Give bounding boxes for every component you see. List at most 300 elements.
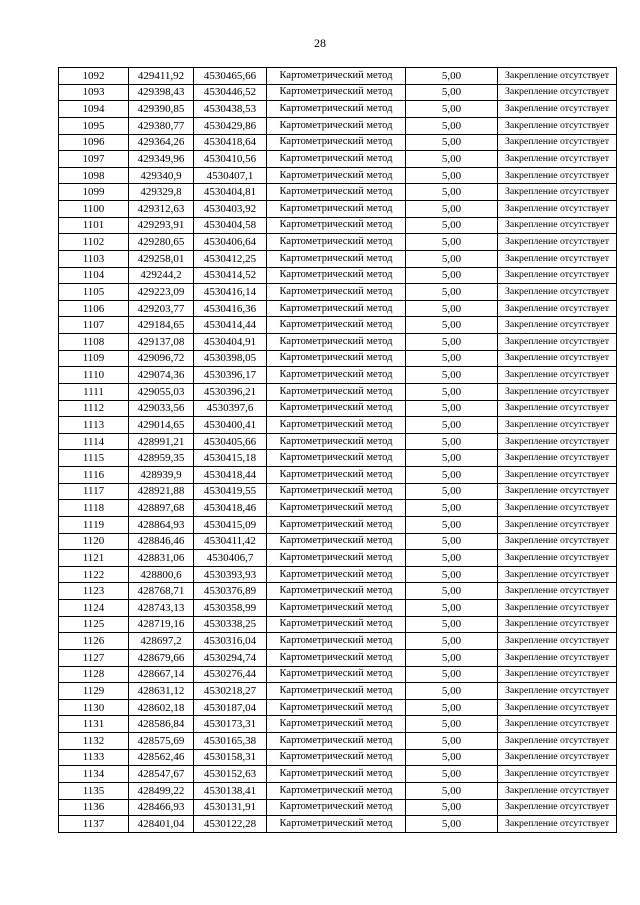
x-coordinate-cell: 429137,08: [129, 334, 194, 351]
fixation-cell: Закрепление отсутствует: [498, 417, 617, 434]
table-row: [59, 633, 617, 650]
y-coordinate-cell: 4530218,27: [194, 683, 267, 700]
x-coordinate-cell: 429312,63: [129, 201, 194, 218]
accuracy-cell: 5,00: [406, 450, 498, 467]
table-row: [59, 317, 617, 334]
fixation-cell: Закрепление отсутствует: [498, 699, 617, 716]
accuracy-cell: 5,00: [406, 250, 498, 267]
method-cell: Картометрический метод: [267, 433, 406, 450]
point-number-cell: 1115: [59, 450, 129, 467]
accuracy-cell: 5,00: [406, 201, 498, 218]
y-coordinate-cell: 4530397,6: [194, 400, 267, 417]
fixation-cell: Закрепление отсутствует: [498, 649, 617, 666]
accuracy-cell: 5,00: [406, 683, 498, 700]
y-coordinate-cell: 4530407,1: [194, 167, 267, 184]
table-row: [59, 250, 617, 267]
method-cell: Картометрический метод: [267, 234, 406, 251]
x-coordinate-cell: 429203,77: [129, 300, 194, 317]
y-coordinate-cell: 4530415,18: [194, 450, 267, 467]
accuracy-cell: 5,00: [406, 167, 498, 184]
x-coordinate-cell: 428499,22: [129, 782, 194, 799]
method-cell: Картометрический метод: [267, 683, 406, 700]
fixation-cell: Закрепление отсутствует: [498, 184, 617, 201]
y-coordinate-cell: 4530416,14: [194, 284, 267, 301]
method-cell: Картометрический метод: [267, 749, 406, 766]
accuracy-cell: 5,00: [406, 117, 498, 134]
point-number-cell: 1125: [59, 616, 129, 633]
accuracy-cell: 5,00: [406, 766, 498, 783]
point-number-cell: 1131: [59, 716, 129, 733]
method-cell: Картометрический метод: [267, 633, 406, 650]
point-number-cell: 1102: [59, 234, 129, 251]
fixation-cell: Закрепление отсутствует: [498, 749, 617, 766]
method-cell: Картометрический метод: [267, 766, 406, 783]
method-cell: Картометрический метод: [267, 799, 406, 816]
accuracy-cell: 5,00: [406, 699, 498, 716]
accuracy-cell: 5,00: [406, 799, 498, 816]
accuracy-cell: 5,00: [406, 267, 498, 284]
point-number-cell: 1118: [59, 500, 129, 517]
y-coordinate-cell: 4530405,66: [194, 433, 267, 450]
method-cell: Картометрический метод: [267, 267, 406, 284]
table-row: [59, 733, 617, 750]
point-number-cell: 1122: [59, 566, 129, 583]
y-coordinate-cell: 4530411,42: [194, 533, 267, 550]
point-number-cell: 1135: [59, 782, 129, 799]
y-coordinate-cell: 4530393,93: [194, 566, 267, 583]
method-cell: Картометрический метод: [267, 367, 406, 384]
y-coordinate-cell: 4530414,52: [194, 267, 267, 284]
point-number-cell: 1098: [59, 167, 129, 184]
y-coordinate-cell: 4530173,31: [194, 716, 267, 733]
point-number-cell: 1116: [59, 467, 129, 484]
point-number-cell: 1126: [59, 633, 129, 650]
accuracy-cell: 5,00: [406, 184, 498, 201]
point-number-cell: 1111: [59, 383, 129, 400]
fixation-cell: Закрепление отсутствует: [498, 383, 617, 400]
y-coordinate-cell: 4530294,74: [194, 649, 267, 666]
accuracy-cell: 5,00: [406, 417, 498, 434]
accuracy-cell: 5,00: [406, 816, 498, 833]
accuracy-cell: 5,00: [406, 334, 498, 351]
table-row: [59, 516, 617, 533]
accuracy-cell: 5,00: [406, 284, 498, 301]
method-cell: Картометрический метод: [267, 334, 406, 351]
y-coordinate-cell: 4530396,17: [194, 367, 267, 384]
x-coordinate-cell: 428631,12: [129, 683, 194, 700]
y-coordinate-cell: 4530415,09: [194, 516, 267, 533]
method-cell: Картометрический метод: [267, 284, 406, 301]
y-coordinate-cell: 4530418,44: [194, 467, 267, 484]
x-coordinate-cell: 429223,09: [129, 284, 194, 301]
y-coordinate-cell: 4530131,91: [194, 799, 267, 816]
accuracy-cell: 5,00: [406, 516, 498, 533]
method-cell: Картометрический метод: [267, 782, 406, 799]
y-coordinate-cell: 4530416,36: [194, 300, 267, 317]
table-row: [59, 101, 617, 118]
fixation-cell: Закрепление отсутствует: [498, 766, 617, 783]
y-coordinate-cell: 4530406,64: [194, 234, 267, 251]
table-row: [59, 234, 617, 251]
point-number-cell: 1099: [59, 184, 129, 201]
method-cell: Картометрический метод: [267, 649, 406, 666]
x-coordinate-cell: 428831,06: [129, 550, 194, 567]
fixation-cell: Закрепление отсутствует: [498, 566, 617, 583]
method-cell: Картометрический метод: [267, 300, 406, 317]
y-coordinate-cell: 4530438,53: [194, 101, 267, 118]
point-number-cell: 1107: [59, 317, 129, 334]
fixation-cell: Закрепление отсутствует: [498, 616, 617, 633]
point-number-cell: 1121: [59, 550, 129, 567]
fixation-cell: Закрепление отсутствует: [498, 250, 617, 267]
x-coordinate-cell: 429390,85: [129, 101, 194, 118]
accuracy-cell: 5,00: [406, 217, 498, 234]
x-coordinate-cell: 428575,69: [129, 733, 194, 750]
accuracy-cell: 5,00: [406, 749, 498, 766]
fixation-cell: Закрепление отсутствует: [498, 583, 617, 600]
x-coordinate-cell: 429280,65: [129, 234, 194, 251]
x-coordinate-cell: 428667,14: [129, 666, 194, 683]
method-cell: Картометрический метод: [267, 383, 406, 400]
x-coordinate-cell: 428939,9: [129, 467, 194, 484]
table-row: [59, 583, 617, 600]
table-row: [59, 217, 617, 234]
accuracy-cell: 5,00: [406, 84, 498, 101]
fixation-cell: Закрепление отсутствует: [498, 633, 617, 650]
x-coordinate-cell: 429184,65: [129, 317, 194, 334]
fixation-cell: Закрепление отсутствует: [498, 733, 617, 750]
x-coordinate-cell: 428991,21: [129, 433, 194, 450]
method-cell: Картометрический метод: [267, 583, 406, 600]
y-coordinate-cell: 4530122,28: [194, 816, 267, 833]
table-row: [59, 367, 617, 384]
y-coordinate-cell: 4530158,31: [194, 749, 267, 766]
accuracy-cell: 5,00: [406, 716, 498, 733]
table-row: [59, 533, 617, 550]
table-row: [59, 816, 617, 833]
method-cell: Картометрический метод: [267, 450, 406, 467]
table-row: [59, 334, 617, 351]
table-row: [59, 716, 617, 733]
point-number-cell: 1134: [59, 766, 129, 783]
x-coordinate-cell: 428846,46: [129, 533, 194, 550]
x-coordinate-cell: 428466,93: [129, 799, 194, 816]
accuracy-cell: 5,00: [406, 350, 498, 367]
x-coordinate-cell: 429096,72: [129, 350, 194, 367]
y-coordinate-cell: 4530276,44: [194, 666, 267, 683]
method-cell: Картометрический метод: [267, 816, 406, 833]
point-number-cell: 1128: [59, 666, 129, 683]
fixation-cell: Закрепление отсутствует: [498, 500, 617, 517]
method-cell: Картометрический метод: [267, 666, 406, 683]
x-coordinate-cell: 429340,9: [129, 167, 194, 184]
fixation-cell: Закрепление отсутствует: [498, 450, 617, 467]
point-number-cell: 1123: [59, 583, 129, 600]
fixation-cell: Закрепление отсутствует: [498, 816, 617, 833]
accuracy-cell: 5,00: [406, 317, 498, 334]
point-number-cell: 1119: [59, 516, 129, 533]
table-row: [59, 417, 617, 434]
y-coordinate-cell: 4530403,92: [194, 201, 267, 218]
x-coordinate-cell: 428921,88: [129, 483, 194, 500]
accuracy-cell: 5,00: [406, 533, 498, 550]
fixation-cell: Закрепление отсутствует: [498, 267, 617, 284]
fixation-cell: Закрепление отсутствует: [498, 467, 617, 484]
accuracy-cell: 5,00: [406, 633, 498, 650]
fixation-cell: Закрепление отсутствует: [498, 716, 617, 733]
y-coordinate-cell: 4530429,86: [194, 117, 267, 134]
fixation-cell: Закрепление отсутствует: [498, 533, 617, 550]
point-number-cell: 1103: [59, 250, 129, 267]
accuracy-cell: 5,00: [406, 68, 498, 85]
accuracy-cell: 5,00: [406, 467, 498, 484]
accuracy-cell: 5,00: [406, 234, 498, 251]
point-number-cell: 1095: [59, 117, 129, 134]
table-row: [59, 467, 617, 484]
x-coordinate-cell: 429014,65: [129, 417, 194, 434]
accuracy-cell: 5,00: [406, 367, 498, 384]
fixation-cell: Закрепление отсутствует: [498, 367, 617, 384]
y-coordinate-cell: 4530412,25: [194, 250, 267, 267]
fixation-cell: Закрепление отсутствует: [498, 666, 617, 683]
accuracy-cell: 5,00: [406, 782, 498, 799]
point-number-cell: 1133: [59, 749, 129, 766]
y-coordinate-cell: 4530404,58: [194, 217, 267, 234]
table-row: [59, 117, 617, 134]
table-row: [59, 666, 617, 683]
fixation-cell: Закрепление отсутствует: [498, 167, 617, 184]
x-coordinate-cell: 429244,2: [129, 267, 194, 284]
fixation-cell: Закрепление отсутствует: [498, 201, 617, 218]
y-coordinate-cell: 4530187,04: [194, 699, 267, 716]
x-coordinate-cell: 429074,36: [129, 367, 194, 384]
table-row: [59, 201, 617, 218]
y-coordinate-cell: 4530406,7: [194, 550, 267, 567]
x-coordinate-cell: 428586,84: [129, 716, 194, 733]
table-row: [59, 68, 617, 85]
y-coordinate-cell: 4530338,25: [194, 616, 267, 633]
y-coordinate-cell: 4530404,81: [194, 184, 267, 201]
y-coordinate-cell: 4530398,05: [194, 350, 267, 367]
fixation-cell: Закрепление отсутствует: [498, 782, 617, 799]
fixation-cell: Закрепление отсутствует: [498, 68, 617, 85]
table-row: [59, 400, 617, 417]
fixation-cell: Закрепление отсутствует: [498, 483, 617, 500]
accuracy-cell: 5,00: [406, 550, 498, 567]
table-row: [59, 600, 617, 617]
y-coordinate-cell: 4530446,52: [194, 84, 267, 101]
method-cell: Картометрический метод: [267, 600, 406, 617]
point-number-cell: 1124: [59, 600, 129, 617]
x-coordinate-cell: 429398,43: [129, 84, 194, 101]
point-number-cell: 1130: [59, 699, 129, 716]
method-cell: Картометрический метод: [267, 217, 406, 234]
accuracy-cell: 5,00: [406, 566, 498, 583]
table-row: [59, 433, 617, 450]
method-cell: Картометрический метод: [267, 733, 406, 750]
table-row: [59, 134, 617, 151]
table-row: [59, 566, 617, 583]
x-coordinate-cell: 429258,01: [129, 250, 194, 267]
fixation-cell: Закрепление отсутствует: [498, 117, 617, 134]
coordinates-table: [58, 67, 617, 833]
table-row: [59, 500, 617, 517]
method-cell: Картометрический метод: [267, 483, 406, 500]
x-coordinate-cell: 428602,18: [129, 699, 194, 716]
accuracy-cell: 5,00: [406, 101, 498, 118]
table-row: [59, 550, 617, 567]
y-coordinate-cell: 4530465,66: [194, 68, 267, 85]
point-number-cell: 1136: [59, 799, 129, 816]
method-cell: Картометрический метод: [267, 500, 406, 517]
fixation-cell: Закрепление отсутствует: [498, 799, 617, 816]
table-row: [59, 649, 617, 666]
table-row: [59, 284, 617, 301]
accuracy-cell: 5,00: [406, 383, 498, 400]
point-number-cell: 1104: [59, 267, 129, 284]
accuracy-cell: 5,00: [406, 500, 498, 517]
x-coordinate-cell: 428959,35: [129, 450, 194, 467]
method-cell: Картометрический метод: [267, 550, 406, 567]
accuracy-cell: 5,00: [406, 300, 498, 317]
fixation-cell: Закрепление отсутствует: [498, 300, 617, 317]
x-coordinate-cell: 428768,71: [129, 583, 194, 600]
table-row: [59, 799, 617, 816]
x-coordinate-cell: 429380,77: [129, 117, 194, 134]
point-number-cell: 1132: [59, 733, 129, 750]
x-coordinate-cell: 428401,04: [129, 816, 194, 833]
point-number-cell: 1097: [59, 151, 129, 168]
table-row: [59, 267, 617, 284]
fixation-cell: Закрепление отсутствует: [498, 151, 617, 168]
method-cell: Картометрический метод: [267, 151, 406, 168]
point-number-cell: 1096: [59, 134, 129, 151]
y-coordinate-cell: 4530404,91: [194, 334, 267, 351]
table-row: [59, 616, 617, 633]
fixation-cell: Закрепление отсутствует: [498, 350, 617, 367]
point-number-cell: 1105: [59, 284, 129, 301]
accuracy-cell: 5,00: [406, 433, 498, 450]
method-cell: Картометрический метод: [267, 250, 406, 267]
point-number-cell: 1093: [59, 84, 129, 101]
method-cell: Картометрический метод: [267, 184, 406, 201]
y-coordinate-cell: 4530419,55: [194, 483, 267, 500]
point-number-cell: 1108: [59, 334, 129, 351]
table-row: [59, 483, 617, 500]
y-coordinate-cell: 4530418,64: [194, 134, 267, 151]
method-cell: Картометрический метод: [267, 400, 406, 417]
table-row: [59, 300, 617, 317]
x-coordinate-cell: 428679,66: [129, 649, 194, 666]
x-coordinate-cell: 428897,68: [129, 500, 194, 517]
x-coordinate-cell: 429349,96: [129, 151, 194, 168]
y-coordinate-cell: 4530410,56: [194, 151, 267, 168]
method-cell: Картометрический метод: [267, 68, 406, 85]
table-row: [59, 184, 617, 201]
y-coordinate-cell: 4530138,41: [194, 782, 267, 799]
table-row: [59, 84, 617, 101]
accuracy-cell: 5,00: [406, 151, 498, 168]
table-row: [59, 749, 617, 766]
y-coordinate-cell: 4530376,89: [194, 583, 267, 600]
point-number-cell: 1114: [59, 433, 129, 450]
accuracy-cell: 5,00: [406, 583, 498, 600]
y-coordinate-cell: 4530418,46: [194, 500, 267, 517]
method-cell: Картометрический метод: [267, 516, 406, 533]
point-number-cell: 1120: [59, 533, 129, 550]
y-coordinate-cell: 4530396,21: [194, 383, 267, 400]
method-cell: Картометрический метод: [267, 317, 406, 334]
method-cell: Картометрический метод: [267, 350, 406, 367]
accuracy-cell: 5,00: [406, 400, 498, 417]
fixation-cell: Закрепление отсутствует: [498, 683, 617, 700]
fixation-cell: Закрепление отсутствует: [498, 550, 617, 567]
fixation-cell: Закрепление отсутствует: [498, 234, 617, 251]
x-coordinate-cell: 428800,6: [129, 566, 194, 583]
x-coordinate-cell: 428562,46: [129, 749, 194, 766]
table-row: [59, 151, 617, 168]
coordinates-table-body: [59, 68, 617, 833]
point-number-cell: 1101: [59, 217, 129, 234]
method-cell: Картометрический метод: [267, 716, 406, 733]
accuracy-cell: 5,00: [406, 483, 498, 500]
method-cell: Картометрический метод: [267, 417, 406, 434]
point-number-cell: 1112: [59, 400, 129, 417]
point-number-cell: 1092: [59, 68, 129, 85]
fixation-cell: Закрепление отсутствует: [498, 400, 617, 417]
x-coordinate-cell: 428864,93: [129, 516, 194, 533]
table-row: [59, 699, 617, 716]
x-coordinate-cell: 429293,91: [129, 217, 194, 234]
point-number-cell: 1106: [59, 300, 129, 317]
fixation-cell: Закрепление отсутствует: [498, 134, 617, 151]
x-coordinate-cell: 429411,92: [129, 68, 194, 85]
method-cell: Картометрический метод: [267, 101, 406, 118]
point-number-cell: 1137: [59, 816, 129, 833]
accuracy-cell: 5,00: [406, 600, 498, 617]
y-coordinate-cell: 4530165,38: [194, 733, 267, 750]
point-number-cell: 1113: [59, 417, 129, 434]
table-row: [59, 683, 617, 700]
fixation-cell: Закрепление отсутствует: [498, 284, 617, 301]
y-coordinate-cell: 4530152,63: [194, 766, 267, 783]
method-cell: Картометрический метод: [267, 533, 406, 550]
point-number-cell: 1127: [59, 649, 129, 666]
x-coordinate-cell: 429033,56: [129, 400, 194, 417]
table-row: [59, 383, 617, 400]
method-cell: Картометрический метод: [267, 467, 406, 484]
x-coordinate-cell: 429329,8: [129, 184, 194, 201]
point-number-cell: 1110: [59, 367, 129, 384]
table-row: [59, 350, 617, 367]
point-number-cell: 1100: [59, 201, 129, 218]
fixation-cell: Закрепление отсутствует: [498, 317, 617, 334]
method-cell: Картометрический метод: [267, 167, 406, 184]
table-row: [59, 167, 617, 184]
y-coordinate-cell: 4530414,44: [194, 317, 267, 334]
accuracy-cell: 5,00: [406, 666, 498, 683]
fixation-cell: Закрепление отсутствует: [498, 516, 617, 533]
method-cell: Картометрический метод: [267, 616, 406, 633]
method-cell: Картометрический метод: [267, 134, 406, 151]
x-coordinate-cell: 429055,03: [129, 383, 194, 400]
fixation-cell: Закрепление отсутствует: [498, 101, 617, 118]
y-coordinate-cell: 4530316,04: [194, 633, 267, 650]
accuracy-cell: 5,00: [406, 733, 498, 750]
fixation-cell: Закрепление отсутствует: [498, 334, 617, 351]
method-cell: Картометрический метод: [267, 117, 406, 134]
x-coordinate-cell: 428719,16: [129, 616, 194, 633]
